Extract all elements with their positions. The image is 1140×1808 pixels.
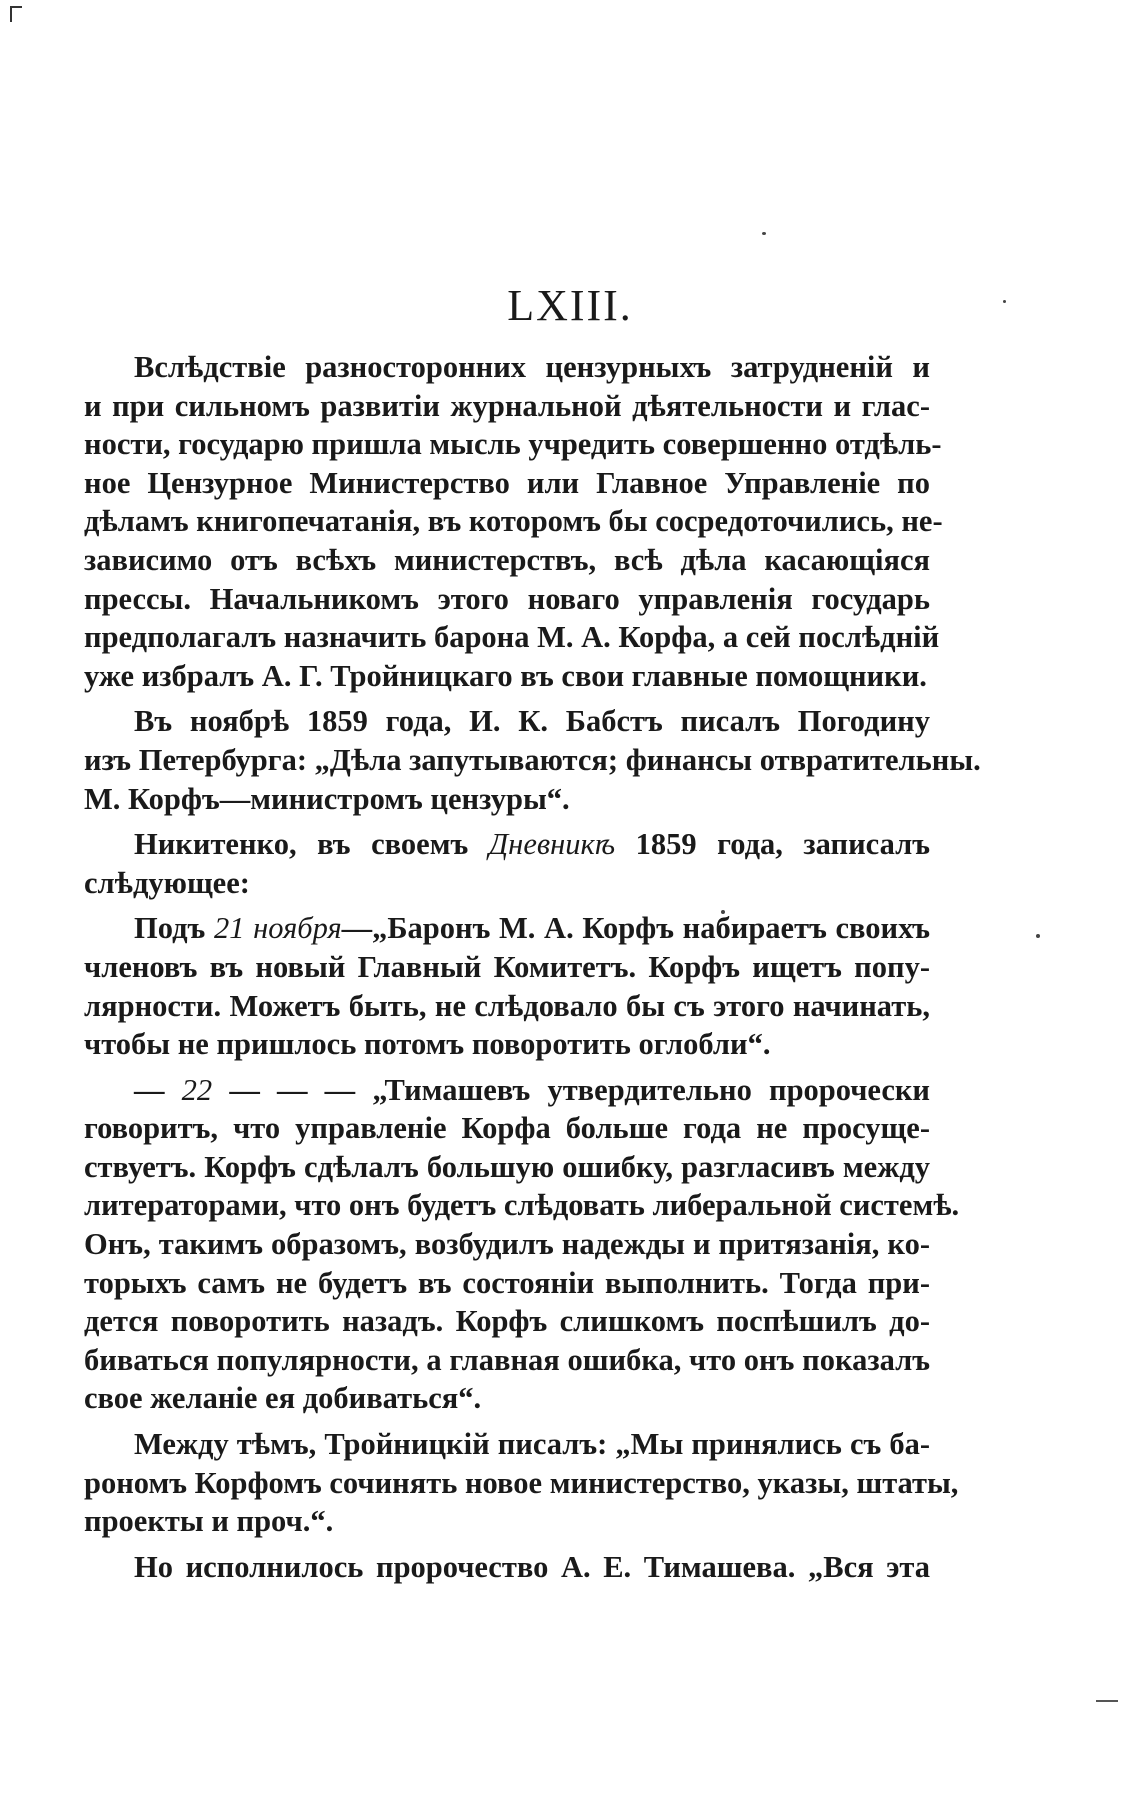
diary-date: 21 ноября (213, 911, 342, 946)
paper-speck (1036, 934, 1040, 938)
text-line: Вслѣдствіе разносторонних цензурныхъ затрудненій и (134, 350, 930, 384)
text-line: М. Корфъ—министромъ цензуры“. (84, 781, 570, 816)
diary-date: 22 (181, 1072, 213, 1107)
text-run: — — — „Тимашевъ утвердительно пророчески (212, 1072, 931, 1107)
text-line: лярности. Можетъ быть, не слѣдовало бы съ этого начинать, (84, 988, 930, 1023)
text-line (84, 909, 930, 948)
text-line: Но исполнилось пророчество А. Е. Тимашева. „Вся эта (134, 1549, 930, 1584)
text-run: —„Баронъ М. А. Корфъ набираетъ своихъ (341, 911, 930, 946)
text-line: ности, государю пришла мысль учредить совершенно отдѣль- (84, 427, 942, 462)
text-line (84, 825, 930, 864)
text-line: Между тѣмъ, Тройницкій писалъ: „Мы принялись съ ба- (134, 1427, 930, 1462)
text-line: Въ ноябрѣ 1859 года, И. К. Бабстъ писалъ Погодину (134, 704, 930, 739)
text-line: говоритъ, что управленіе Корфа больше года не просуще- (84, 1111, 930, 1146)
text-line: дѣламъ книгопечатанія, въ которомъ бы сосредоточились, не- (84, 504, 943, 539)
corner-crop-mark (10, 6, 22, 22)
text-line: ствуетъ. Корфъ сдѣлалъ большую ошибку, разгласивъ между (84, 1149, 930, 1184)
text-run: — (134, 1072, 182, 1107)
text-line: и при сильномъ развитіи журнальной дѣятельности и глас- (84, 388, 930, 423)
text-line: членовъ въ новый Главный Комитетъ. Корфъ ищетъ попу- (84, 949, 930, 984)
diary-title: Дневникѣ (488, 827, 616, 862)
text-line: предполагалъ назначить барона М. А. Корфа, а сей послѣдній (84, 620, 940, 655)
text-line: рономъ Корфомъ сочинять новое министерство, указы, штаты, (84, 1465, 959, 1500)
text-line: изъ Петербурга: „Дѣла запутываются; финансы отвратительны. (84, 742, 981, 777)
text-line: торыхъ самъ не будетъ въ состояніи выполнить. Тогда при- (84, 1265, 930, 1300)
text-line (84, 1071, 930, 1110)
chapter-number: LXIII. (507, 281, 633, 330)
body-text (84, 348, 981, 1586)
text-line: зависимо отъ всѣхъ министерствъ, всѣ дѣла касающіяся (84, 542, 930, 577)
text-line: слѣдующее: (84, 865, 250, 900)
text-line: прессы. Начальникомъ этого новаго управленія государь (84, 581, 930, 616)
text-line: литераторами, что онъ будетъ слѣдовать либеральной системѣ. (84, 1188, 960, 1223)
text-line: Онъ, такимъ образомъ, возбудилъ надежды и притязанія, ко- (84, 1227, 930, 1262)
text-line: проекты и проч.“. (84, 1504, 334, 1539)
text-line: биваться популярности, а главная ошибка, что онъ показалъ (84, 1342, 930, 1377)
text-line: свое желаніе ея добиваться“. (84, 1381, 482, 1416)
text-run: Никитенко, въ своемъ (134, 827, 489, 862)
text-line: дется поворотить назадъ. Корфъ слишкомъ поспѣшилъ до- (84, 1304, 930, 1339)
text-line: чтобы не пришлось потомъ поворотить оглобли“. (84, 1027, 771, 1062)
text-run: 1859 года, записалъ (615, 827, 930, 862)
text-line: уже избралъ А. Г. Тройницкаго въ свои главные помощники. (84, 658, 927, 693)
margin-rule-mark (1096, 1700, 1118, 1702)
text-line: ное Цензурное Министерство или Главное Управленіе по (84, 465, 930, 500)
text-run: Подъ (134, 911, 214, 946)
paper-speck (762, 232, 766, 235)
